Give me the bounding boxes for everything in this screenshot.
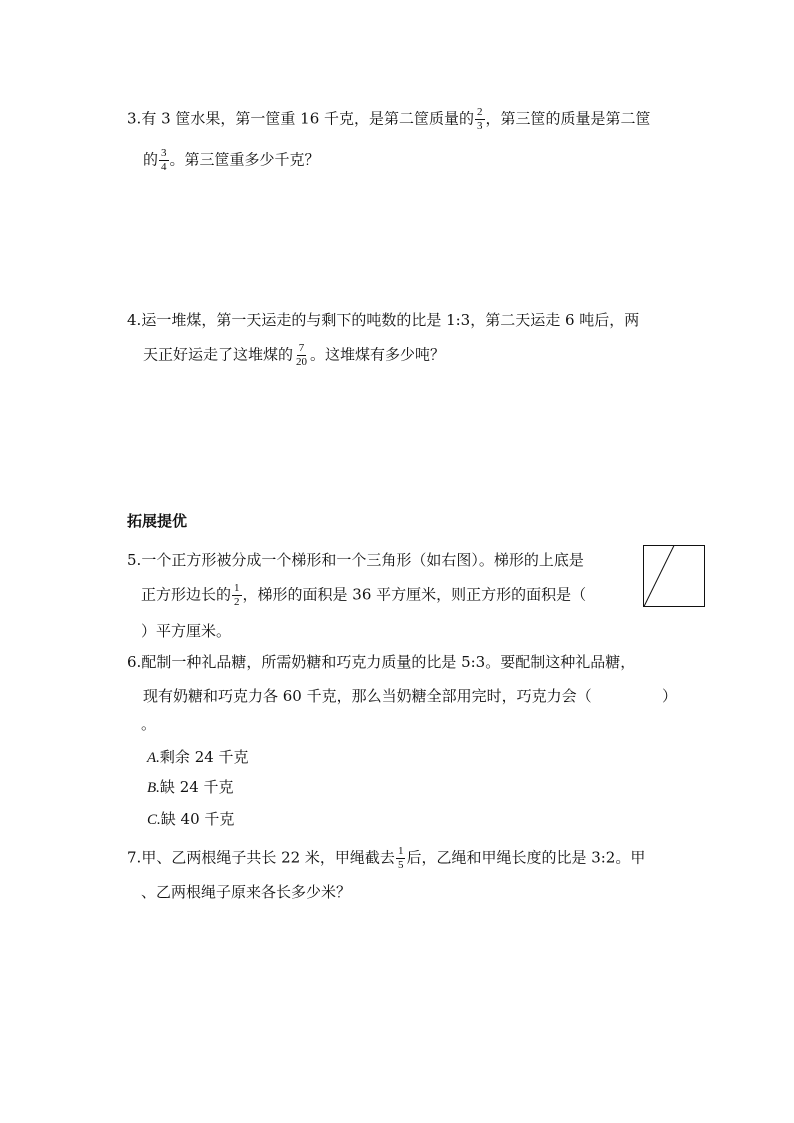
- q3-number: 3.: [127, 109, 142, 128]
- fraction-denominator: 2: [234, 596, 240, 608]
- q4-line2: [143, 343, 445, 368]
- q5-text-c: ，梯形的面积是 36 平方厘米，则正方形的面积是（: [242, 585, 587, 604]
- q6-option-a[interactable]: [147, 746, 249, 769]
- q7-fraction-1-5: [396, 846, 406, 871]
- option-text: 剩余 24 千克: [159, 748, 249, 766]
- q7-line2: [141, 881, 351, 903]
- option-letter: A.: [147, 750, 160, 766]
- fraction-denominator: 4: [161, 161, 167, 173]
- q7-text-a: 甲、乙两根绳子共长 22 米，甲绳截去: [141, 848, 395, 867]
- q6-text-a: 配制一种礼品糖，所需奶糖和巧克力质量的比是 5:3。要配制这种礼品糖，: [141, 653, 636, 671]
- fraction-numerator: 7: [298, 342, 305, 354]
- q3-fraction-3-4: [159, 148, 169, 173]
- q5-line2: [141, 583, 586, 608]
- q6-line1: [127, 651, 635, 673]
- q3-line2: [143, 148, 320, 173]
- q3-text-d: 。第三筐重多少千克？: [169, 150, 320, 169]
- option-letter: B.: [147, 780, 160, 796]
- q6-option-b[interactable]: [147, 776, 234, 799]
- q6-answer-blank-close: [662, 685, 677, 707]
- q4-text-a: 运一堆煤，第一天运走的与剩下的吨数的比是 1:3，第二天运走 6 吨后，两: [141, 311, 640, 329]
- q3-text-b: ，第三筐的质量是第二筐: [485, 109, 651, 128]
- q5-text-a: 一个正方形被分成一个梯形和一个三角形（如右图）。梯形的上底是: [141, 551, 584, 569]
- q5-text-d: ）平方厘米。: [141, 622, 232, 640]
- q4-fraction-7-20: [294, 343, 309, 368]
- q4-text-c: 。这堆煤有多少吨？: [310, 345, 446, 364]
- fraction-denominator: 20: [296, 356, 308, 368]
- section-title: 拓展提优: [127, 512, 188, 530]
- option-letter: C.: [147, 812, 161, 828]
- q5-text-b: 正方形边长的: [141, 585, 232, 604]
- q5-fraction-1-2: [232, 583, 242, 608]
- q7-text-c: 、乙两根绳子原来各长多少米？: [141, 883, 352, 901]
- q6-close-paren: ）: [662, 687, 678, 705]
- dividing-line: [644, 546, 674, 607]
- q6-number: 6.: [127, 653, 142, 671]
- square-outline: [644, 546, 705, 607]
- q4-text-b: 天正好运走了这堆煤的: [143, 345, 294, 364]
- fraction-denominator: 3: [477, 120, 483, 132]
- option-text: 缺 24 千克: [159, 778, 234, 796]
- q5-number: 5.: [127, 551, 142, 569]
- fraction-numerator: 3: [161, 147, 167, 159]
- q5-line3: [141, 620, 231, 642]
- q5-line1: [127, 549, 584, 571]
- fraction-denominator: 5: [397, 859, 404, 871]
- q6-line2: [143, 685, 592, 707]
- q7-number: 7.: [127, 848, 142, 867]
- q7-text-b: 后，乙绳和甲绳长度的比是 3:2。甲: [406, 848, 646, 867]
- fraction-numerator: 2: [477, 106, 483, 118]
- q3-line1: [127, 107, 651, 132]
- q6-text-b: 现有奶糖和巧克力各 60 千克，那么当奶糖全部用完时，巧克力会（: [143, 687, 592, 705]
- fraction-numerator: 1: [234, 582, 240, 594]
- fraction-numerator: 1: [397, 845, 404, 857]
- q6-line3: [141, 713, 156, 735]
- q6-period: 。: [141, 715, 157, 733]
- q3-fraction-2-3: [475, 107, 485, 132]
- q4-line1: [127, 309, 639, 331]
- option-text: 缺 40 千克: [160, 810, 235, 828]
- q7-line1: [127, 846, 645, 871]
- q3-text-a: 有 3 筐水果，第一筐重 16 千克，是第二筐质量的: [141, 109, 475, 128]
- q3-text-c: 的: [143, 150, 159, 169]
- q4-number: 4.: [127, 311, 142, 329]
- square-trapezoid-figure: [643, 545, 705, 607]
- q6-option-c[interactable]: [147, 808, 234, 831]
